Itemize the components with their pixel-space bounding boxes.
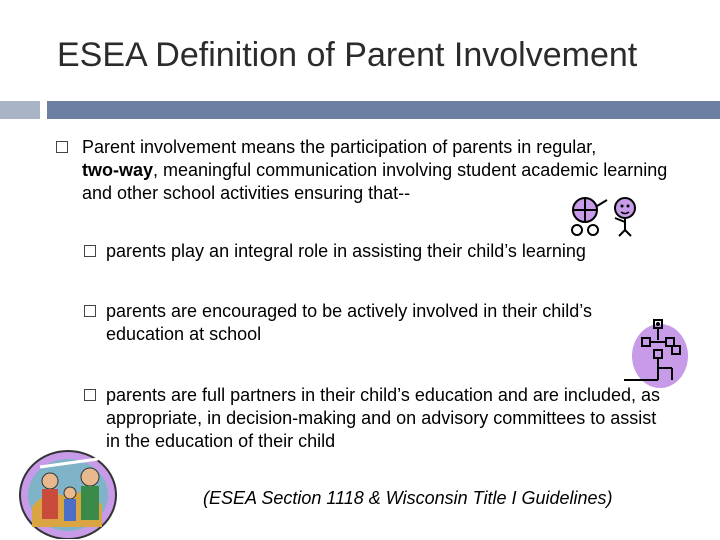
intro-text-start: Parent involvement means the participation of parents in regular, (82, 137, 597, 157)
family-clipart-icon (18, 447, 118, 539)
circuit-figure-icon (622, 316, 688, 390)
bullet-marker (56, 141, 68, 153)
sub-bullet-3: parents are full partners in their child’s education and are included, as appropriate, in decision-making and on advisory committees to assist in the education of their child (106, 385, 661, 451)
sub-bullet-2: parents are encouraged to be actively involved in their child’s education at school (106, 301, 592, 344)
citation: (ESEA Section 1118 & Wisconsin Title I Guidelines) (203, 488, 613, 508)
intro-text-end: , meaningful communication involving student academic learning and other school activities ensuring that-- (82, 160, 668, 203)
bullet-marker (84, 245, 96, 257)
title-rule-bar (47, 101, 720, 119)
sub-bullet-1: parents play an integral role in assisting their child’s learning (106, 241, 586, 261)
title-rule-accent (0, 101, 40, 119)
intro-text-bold: two-way (82, 160, 154, 180)
bullet-marker (84, 305, 96, 317)
baby-carriage-icon (563, 192, 643, 238)
slide-title: ESEA Definition of Parent Involvement (57, 36, 638, 74)
bullet-marker (84, 389, 96, 401)
